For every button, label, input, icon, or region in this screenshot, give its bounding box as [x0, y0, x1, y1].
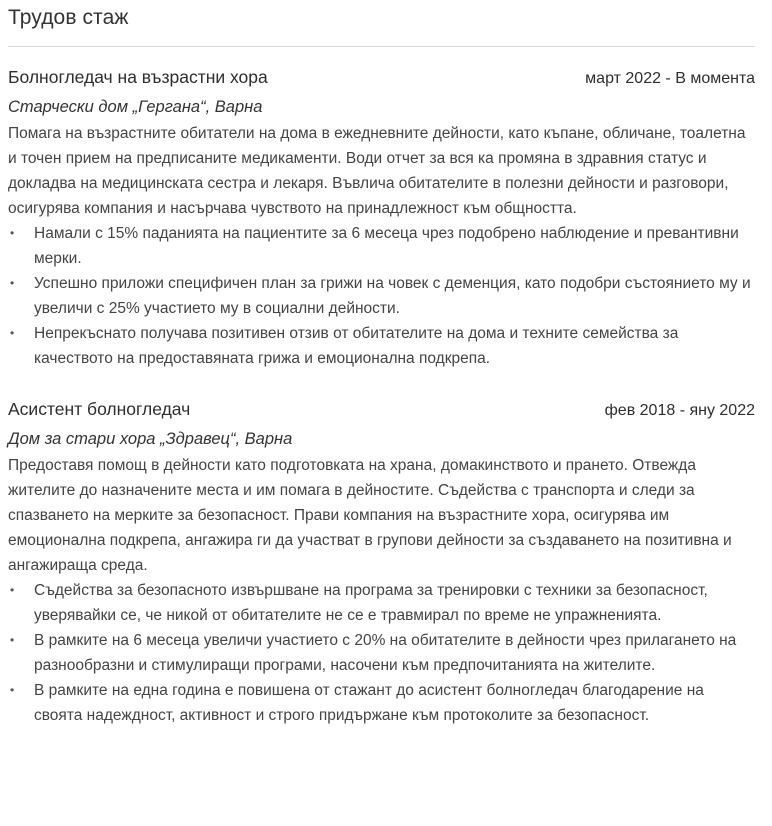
section-title: Трудов стаж [8, 6, 129, 29]
job-achievements [8, 578, 755, 728]
bullet-icon: • [10, 326, 15, 340]
achievement-item [8, 628, 755, 678]
job-title: Асистент болногледач [8, 399, 191, 419]
achievement-text: Успешно приложи специфичен план за грижи на човек с деменция, като подобри състоянието му и увеличи с 25% участието му в социални дейности. [34, 275, 751, 317]
job-description: Предоставя помощ в дейности като подготовката на храна, домакинството и прането. Отвежда жителите до назначените места и им помага в дейностите. Съдейства с транспорта и следи за спазването на мерките за безопасност. Прави компания на възрастните хора, осигурява им емоционална подкрепа, ангажира ги да участват в групови дейности за създаването на позитивна и ангажираща среда. [8, 457, 732, 574]
job-entry-2 [8, 399, 755, 728]
achievement-item [8, 271, 755, 321]
bullet-icon: • [10, 633, 15, 647]
bullet-icon: • [10, 583, 15, 597]
bullet-icon: • [10, 683, 15, 697]
achievement-text: Намали с 15% паданията на пациентите за 6 месеца чрез подобрено наблюдение и превантивни мерки. [34, 225, 739, 267]
section-divider [8, 46, 755, 47]
job-employer: Старчески дом „Гергана“, Варна [8, 98, 263, 116]
achievement-item [8, 678, 755, 728]
job-employer: Дом за стари хора „Здравец“, Варна [8, 430, 293, 448]
job-description: Помага на възрастните обитатели на дома в ежедневните дейности, като къпане, обличане, тоалетна и точен прием на предписаните медикаменти. Води отчет за вся ка промяна в здравния статус и докладва на медицинската сестра и лекаря. Въвлича обитателите в полезни дейности и разговори, осигурява компания и насърчава чувството на принадлежност към общността. [8, 125, 746, 217]
achievement-text: В рамките на една година е повишена от стажант до асистент болногледач благодарение на своята надеждност, активност и строго придържане към протоколите за безопасност. [34, 682, 704, 724]
achievement-item [8, 578, 755, 628]
achievement-text: Непрекъснато получава позитивен отзив от обитателите на дома и техните семейства за качеството на предоставяната грижа и емоционална подкрепа. [34, 325, 679, 367]
bullet-icon: • [10, 276, 15, 290]
achievement-item [8, 221, 755, 271]
job-header [8, 399, 755, 427]
job-header [8, 67, 755, 95]
job-dates: фев 2018 - яну 2022 [604, 402, 755, 419]
achievement-text: Съдейства за безопасното извършване на програма за тренировки с техники за безопасност, уверявайки се, че никой от обитателите не се е травмирал по време не упражненията. [34, 582, 708, 624]
achievement-text: В рамките на 6 месеца увеличи участието с 20% на обитателите в дейности чрез прилагането на разнообразни и стимулиращи програми, насочени към предпочитанията на жителите. [34, 632, 737, 674]
bullet-icon: • [10, 226, 15, 240]
job-entry-1 [8, 67, 755, 371]
job-dates: март 2022 - В момента [585, 70, 755, 87]
job-title: Болногледач на възрастни хора [8, 67, 268, 87]
job-achievements [8, 221, 755, 371]
achievement-item [8, 321, 755, 371]
